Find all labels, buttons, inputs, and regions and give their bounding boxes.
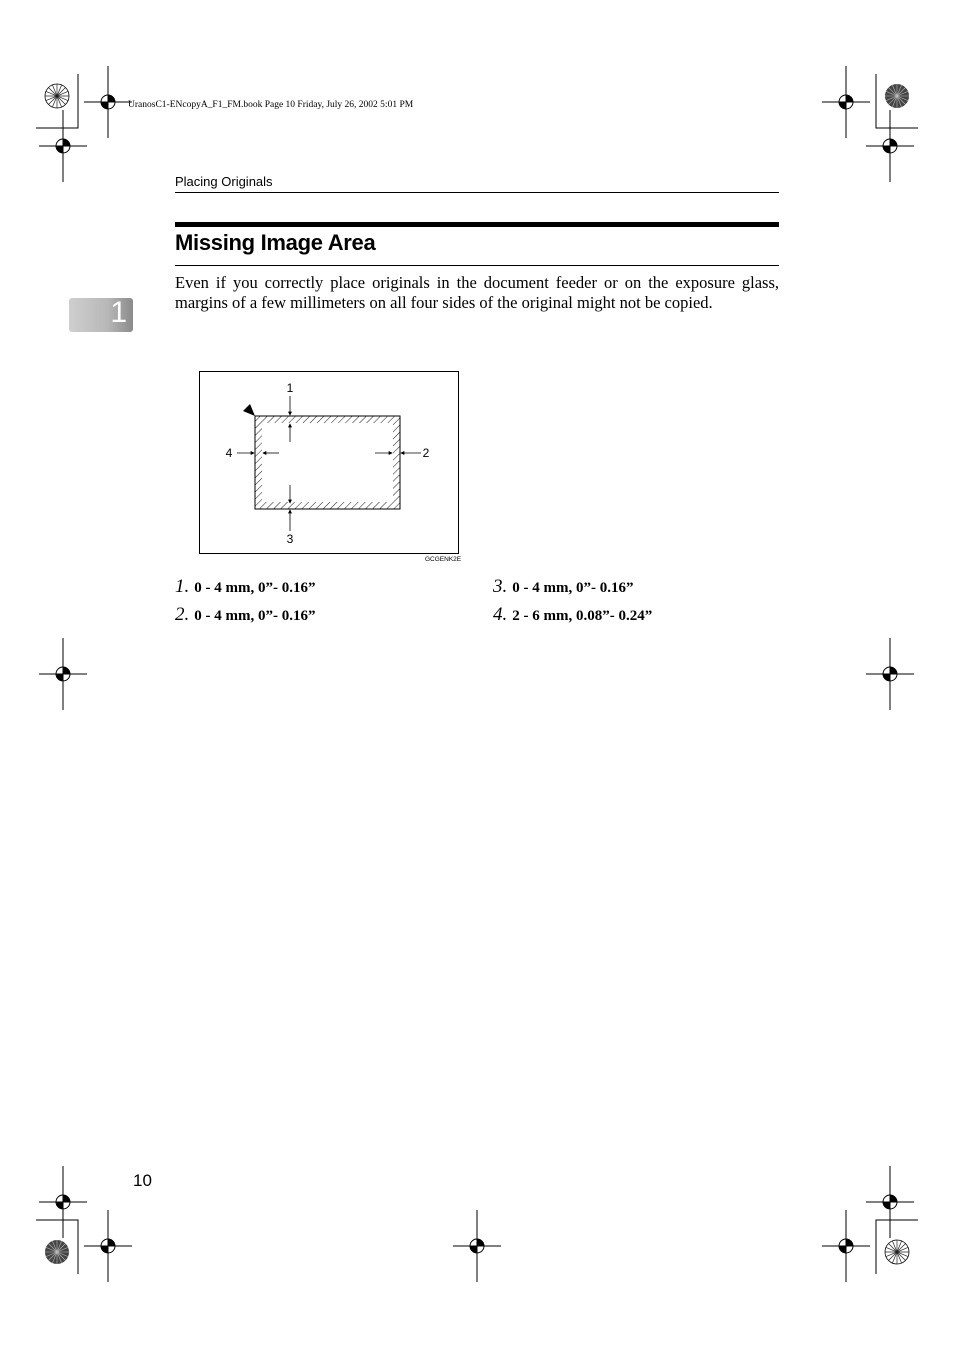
caption-text: 2 - 6 mm, 0.08”- 0.24” [512,608,653,624]
caption-number: 4. [493,604,508,625]
caption-text: 0 - 4 mm, 0”- 0.16” [194,608,316,624]
caption-2 [175,604,315,626]
caption-number: 2. [175,604,190,625]
figure-label-3: 3 [286,532,294,546]
print-info: UranosC1-ENcopyA_F1_FM.book Page 10 Friday, July 26, 2002 5:01 PM [128,100,414,110]
caption-text: 0 - 4 mm, 0”- 0.16” [194,580,316,596]
corner-pointer [243,404,255,416]
figure-code: GCGENK2E [425,556,462,563]
header-rule [175,192,779,193]
figure-label-2: 2 [422,446,430,460]
copy-area [262,423,393,502]
chapter-number: 1 [110,296,127,329]
section-rule [175,222,779,227]
missing-area-figure [199,371,461,557]
caption-number: 1. [175,576,190,597]
figure-label-4: 4 [225,446,233,460]
caption-text: 0 - 4 mm, 0”- 0.16” [512,580,634,596]
body-paragraph: Even if you correctly place originals in the document feeder or on the exposure glass, margins of a few millimeters on all four sides of the original might not be copied. [175,273,779,312]
caption-4 [493,604,652,626]
running-head: Placing Originals [175,174,273,189]
figure-label-1: 1 [286,381,294,395]
section-title: Missing Image Area [175,230,376,255]
caption-number: 3. [493,576,508,597]
page-number: 10 [133,1171,152,1190]
chapter-tab [69,298,133,332]
caption-1 [175,576,315,598]
title-rule [175,265,779,266]
caption-3 [493,576,633,598]
